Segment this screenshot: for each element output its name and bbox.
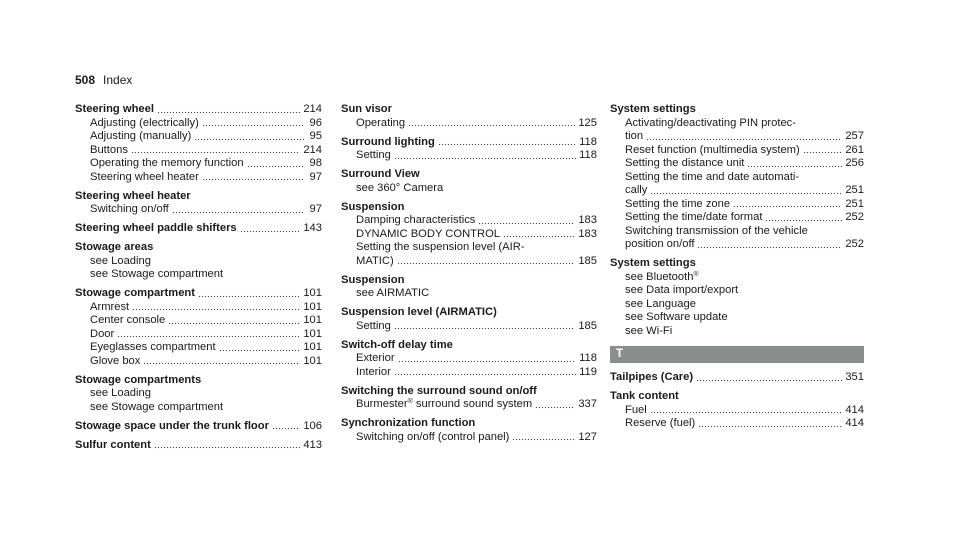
index-page-ref: 256 — [845, 157, 864, 169]
index-subentry — [75, 157, 322, 171]
index-subentry — [341, 366, 597, 380]
index-entry-label: tion — [625, 130, 644, 142]
index-page-ref: 101 — [303, 300, 322, 313]
index-subentry — [610, 238, 864, 252]
index-page-ref: 97 — [309, 170, 322, 183]
section-letter-bar: T — [610, 346, 864, 363]
index-entry-label: Steering wheel — [75, 103, 154, 115]
index-subentry — [610, 184, 864, 198]
dot-leader — [765, 219, 842, 222]
index-page-ref: 252 — [845, 238, 864, 250]
index-entry-label: see Bluetooth® — [625, 270, 699, 283]
index-page-ref: 351 — [845, 371, 864, 383]
index-page-ref: 125 — [578, 116, 597, 129]
dot-leader — [143, 362, 300, 365]
index-subentry — [341, 287, 597, 301]
index-heading — [341, 136, 597, 150]
index-entry-label: Setting the suspension level (AIR- — [356, 241, 525, 253]
index-entry-label: Tank content — [610, 390, 679, 402]
index-entry-label: Sulfur content — [75, 438, 151, 451]
index-entry-label: Eyeglasses compartment — [90, 341, 216, 353]
index-entry-label: see Wi-Fi — [625, 324, 673, 337]
index-entry-label: Suspension level (AIRMATIC) — [341, 306, 497, 318]
dot-leader — [240, 230, 301, 233]
index-entry-label: MATIC) — [356, 254, 394, 267]
index-page-ref: 337 — [578, 398, 597, 410]
index-subentry — [75, 401, 322, 415]
index-entry-label: Switching transmission of the vehicle — [625, 224, 808, 237]
index-entry-label: Steering wheel heater — [75, 189, 191, 202]
dot-leader — [132, 308, 300, 311]
index-subentry — [75, 144, 322, 158]
index-subentry — [75, 341, 322, 355]
index-page-ref: 185 — [578, 254, 597, 267]
dot-leader — [650, 411, 843, 414]
index-subentry — [341, 320, 597, 334]
index-subentry — [341, 149, 597, 163]
index-entry-label: see Loading — [90, 387, 151, 399]
dot-leader — [438, 143, 576, 146]
index-subentry — [75, 203, 322, 217]
index-subentry — [75, 268, 322, 282]
dot-leader — [272, 427, 300, 430]
index-heading — [610, 390, 864, 404]
index-entry-label: Armrest — [90, 300, 130, 313]
index-column-1 — [75, 103, 322, 452]
index-page-ref: 183 — [578, 227, 597, 240]
index-entry-label: Activating/deactivating PIN protec- — [625, 116, 797, 129]
index-subentry — [341, 182, 597, 196]
index-subentry — [341, 431, 597, 445]
index-entry-label: System settings — [610, 103, 696, 115]
index-entry-label: Setting the time and date automati- — [625, 170, 800, 183]
index-entry-label: Stowage space under the trunk floor — [75, 419, 269, 432]
index-page-ref: 143 — [303, 222, 322, 234]
index-entry-label: Switch-off delay time — [341, 338, 453, 351]
index-page-ref: 97 — [309, 203, 322, 215]
index-entry-label: Adjusting (electrically) — [90, 116, 199, 129]
index-subentry — [610, 144, 864, 158]
index-page-ref: 106 — [303, 419, 322, 432]
index-page-ref: 101 — [303, 341, 322, 353]
index-entry-label: Reserve (fuel) — [625, 417, 696, 429]
index-page-ref: 118 — [579, 149, 597, 161]
index-entry-label: Suspension — [341, 200, 405, 213]
dot-leader — [408, 124, 575, 127]
index-heading — [610, 103, 864, 117]
index-page-ref: 183 — [578, 214, 597, 226]
index-entry-label: see Loading — [90, 254, 151, 267]
dot-leader — [172, 211, 305, 214]
dot-leader — [168, 322, 300, 325]
index-entry-label: Operating — [356, 116, 406, 129]
index-entry-label: Glove box — [90, 354, 141, 367]
index-heading — [75, 241, 322, 255]
dot-leader — [194, 138, 305, 141]
index-page-ref: 414 — [845, 417, 864, 429]
index-entry-label: Setting the time zone — [625, 197, 731, 210]
dot-leader — [198, 295, 300, 298]
index-heading — [341, 306, 597, 320]
page-header — [75, 73, 132, 89]
index-heading — [75, 222, 322, 236]
index-entry-label: Synchronization function — [341, 417, 476, 429]
index-page-ref: 251 — [845, 184, 864, 196]
index-entry-label: Steering wheel heater — [90, 170, 199, 183]
index-heading — [341, 201, 597, 215]
dot-leader — [650, 192, 842, 195]
dot-leader — [117, 335, 300, 338]
index-page-ref: 119 — [579, 365, 597, 378]
index-subentry — [341, 214, 597, 228]
index-page-ref: 252 — [845, 211, 864, 223]
index-page-ref: 413 — [303, 438, 322, 451]
index-page-ref: 96 — [309, 116, 322, 129]
index-subentry — [610, 298, 864, 312]
index-entry-label: Exterior — [356, 352, 395, 364]
index-entry-label: Suspension — [341, 273, 405, 286]
index-page-ref: 251 — [845, 197, 864, 210]
index-entry-label: see AIRMATIC — [356, 287, 430, 299]
index-heading — [341, 339, 597, 353]
index-subentry — [610, 157, 864, 171]
index-entry-label: Operating the memory function — [90, 157, 244, 169]
dot-leader — [512, 438, 575, 441]
index-entry-label: Damping characteristics — [356, 214, 476, 226]
index-entry-label: Buttons — [90, 143, 128, 156]
index-entry-label: Switching on/off (control panel) — [356, 430, 510, 443]
index-entry-label: System settings — [610, 257, 696, 269]
index-entry-label: Surround lighting — [341, 135, 435, 148]
index-subentry — [341, 228, 597, 242]
index-heading — [341, 274, 597, 288]
dot-leader — [154, 446, 301, 449]
index-entry-label: Tailpipes (Care) — [610, 371, 694, 383]
index-subentry — [610, 130, 864, 144]
page-number: 508 — [75, 73, 96, 87]
index-heading — [610, 257, 864, 271]
dot-leader — [503, 235, 575, 238]
dot-leader — [698, 425, 842, 428]
index-page-ref: 414 — [845, 403, 864, 416]
index-entry-label: Stowage compartment — [75, 287, 195, 299]
index-heading — [341, 417, 597, 431]
index-entry-label: see 360° Camera — [356, 181, 444, 194]
index-entry-label: cally — [625, 184, 648, 196]
index-heading — [75, 420, 322, 434]
index-entry-label: see Data import/export — [625, 284, 739, 296]
dot-leader — [157, 111, 300, 114]
index-subentry — [341, 352, 597, 366]
index-page-ref: 98 — [309, 157, 322, 169]
index-subentry — [75, 314, 322, 328]
index-page-ref: 101 — [303, 327, 322, 340]
index-subentry — [341, 117, 597, 131]
index-subentry — [75, 355, 322, 369]
index-heading — [75, 287, 322, 301]
index-page-ref: 118 — [579, 135, 597, 148]
dot-leader — [733, 205, 842, 208]
index-entry-label: Interior — [356, 365, 391, 378]
index-entry-label: Switching on/off — [90, 203, 169, 215]
dot-leader — [202, 124, 305, 127]
index-entry-label: Surround View — [341, 168, 420, 180]
index-page-ref: 261 — [845, 143, 864, 156]
page-section-title: Index — [103, 73, 133, 87]
index-entry-label: Setting the distance unit — [625, 157, 745, 169]
index-entry-label: Setting — [356, 319, 391, 332]
index-subentry — [610, 311, 864, 325]
index-entry-label: see Software update — [625, 311, 728, 323]
index-entry-label: Stowage compartments — [75, 373, 202, 386]
index-page-ref: 101 — [303, 314, 322, 326]
index-page-ref: 101 — [303, 354, 322, 367]
index-entry-label: see Language — [625, 297, 696, 310]
dot-leader — [646, 138, 842, 141]
index-entry-label: position on/off — [625, 238, 695, 250]
index-page-ref: 127 — [578, 430, 597, 443]
index-subentry — [75, 328, 322, 342]
index-entry-label: Steering wheel paddle shifters — [75, 222, 237, 234]
index-page-ref: 101 — [303, 287, 322, 299]
index-entry-label: see Stowage compartment — [90, 268, 224, 280]
index-subentry — [610, 271, 864, 285]
index-heading — [610, 371, 864, 385]
index-subentry — [610, 225, 864, 239]
index-column-3 — [610, 103, 864, 431]
index-heading — [341, 103, 597, 117]
index-subentry — [75, 130, 322, 144]
index-subentry — [610, 325, 864, 339]
dot-leader — [398, 360, 577, 363]
dot-leader — [397, 262, 576, 265]
index-heading — [341, 168, 597, 182]
dot-leader — [202, 178, 305, 181]
index-subentry — [610, 117, 864, 131]
index-entry-label: Setting — [356, 149, 391, 161]
dot-leader — [394, 373, 576, 376]
index-subentry — [610, 417, 864, 431]
dot-leader — [535, 406, 575, 409]
index-entry-label: Stowage areas — [75, 241, 154, 253]
index-subentry — [610, 404, 864, 418]
index-heading — [75, 190, 322, 204]
index-subentry — [341, 255, 597, 269]
index-entry-label: Reset function (multimedia system) — [625, 143, 800, 156]
dot-leader — [696, 379, 842, 382]
dot-leader — [247, 165, 305, 168]
index-entry-label: Door — [90, 327, 115, 340]
index-entry-label: Sun visor — [341, 103, 392, 115]
index-heading — [75, 103, 322, 117]
index-page-ref: 257 — [845, 130, 864, 142]
index-subentry — [75, 117, 322, 131]
index-entry-label: Setting the time/date format — [625, 211, 763, 223]
index-column-2 — [341, 103, 597, 444]
dot-leader — [394, 157, 576, 160]
index-subentry — [75, 171, 322, 185]
index-subentry — [610, 198, 864, 212]
index-entry-label: see Stowage compartment — [90, 400, 224, 413]
index-entry-label: DYNAMIC BODY CONTROL — [356, 227, 501, 240]
dot-leader — [697, 246, 842, 249]
index-page-ref: 118 — [579, 352, 597, 364]
index-heading — [75, 439, 322, 453]
index-subentry — [75, 255, 322, 269]
index-subentry — [341, 241, 597, 255]
index-entry-label: Burmester® surround sound system — [356, 398, 533, 410]
index-subentry — [610, 171, 864, 185]
index-heading — [75, 374, 322, 388]
dot-leader — [219, 349, 301, 352]
index-page-ref: 185 — [578, 319, 597, 332]
dot-leader — [803, 151, 843, 154]
index-subentry — [75, 301, 322, 315]
index-page-ref: 95 — [309, 130, 322, 142]
dot-leader — [131, 151, 300, 154]
index-subentry — [341, 398, 597, 412]
index-entry-label: Center console — [90, 314, 166, 326]
index-subentry — [610, 211, 864, 225]
index-page-ref: 214 — [303, 103, 322, 115]
index-subentry — [610, 284, 864, 298]
index-subentry — [75, 387, 322, 401]
index-entry-label: Adjusting (manually) — [90, 130, 192, 142]
index-entry-label: Switching the surround sound on/off — [341, 384, 537, 397]
index-heading — [341, 385, 597, 399]
dot-leader — [747, 165, 842, 168]
index-entry-label: Fuel — [625, 403, 647, 416]
index-page-ref: 214 — [303, 143, 322, 156]
dot-leader — [394, 327, 575, 330]
dot-leader — [478, 222, 575, 225]
